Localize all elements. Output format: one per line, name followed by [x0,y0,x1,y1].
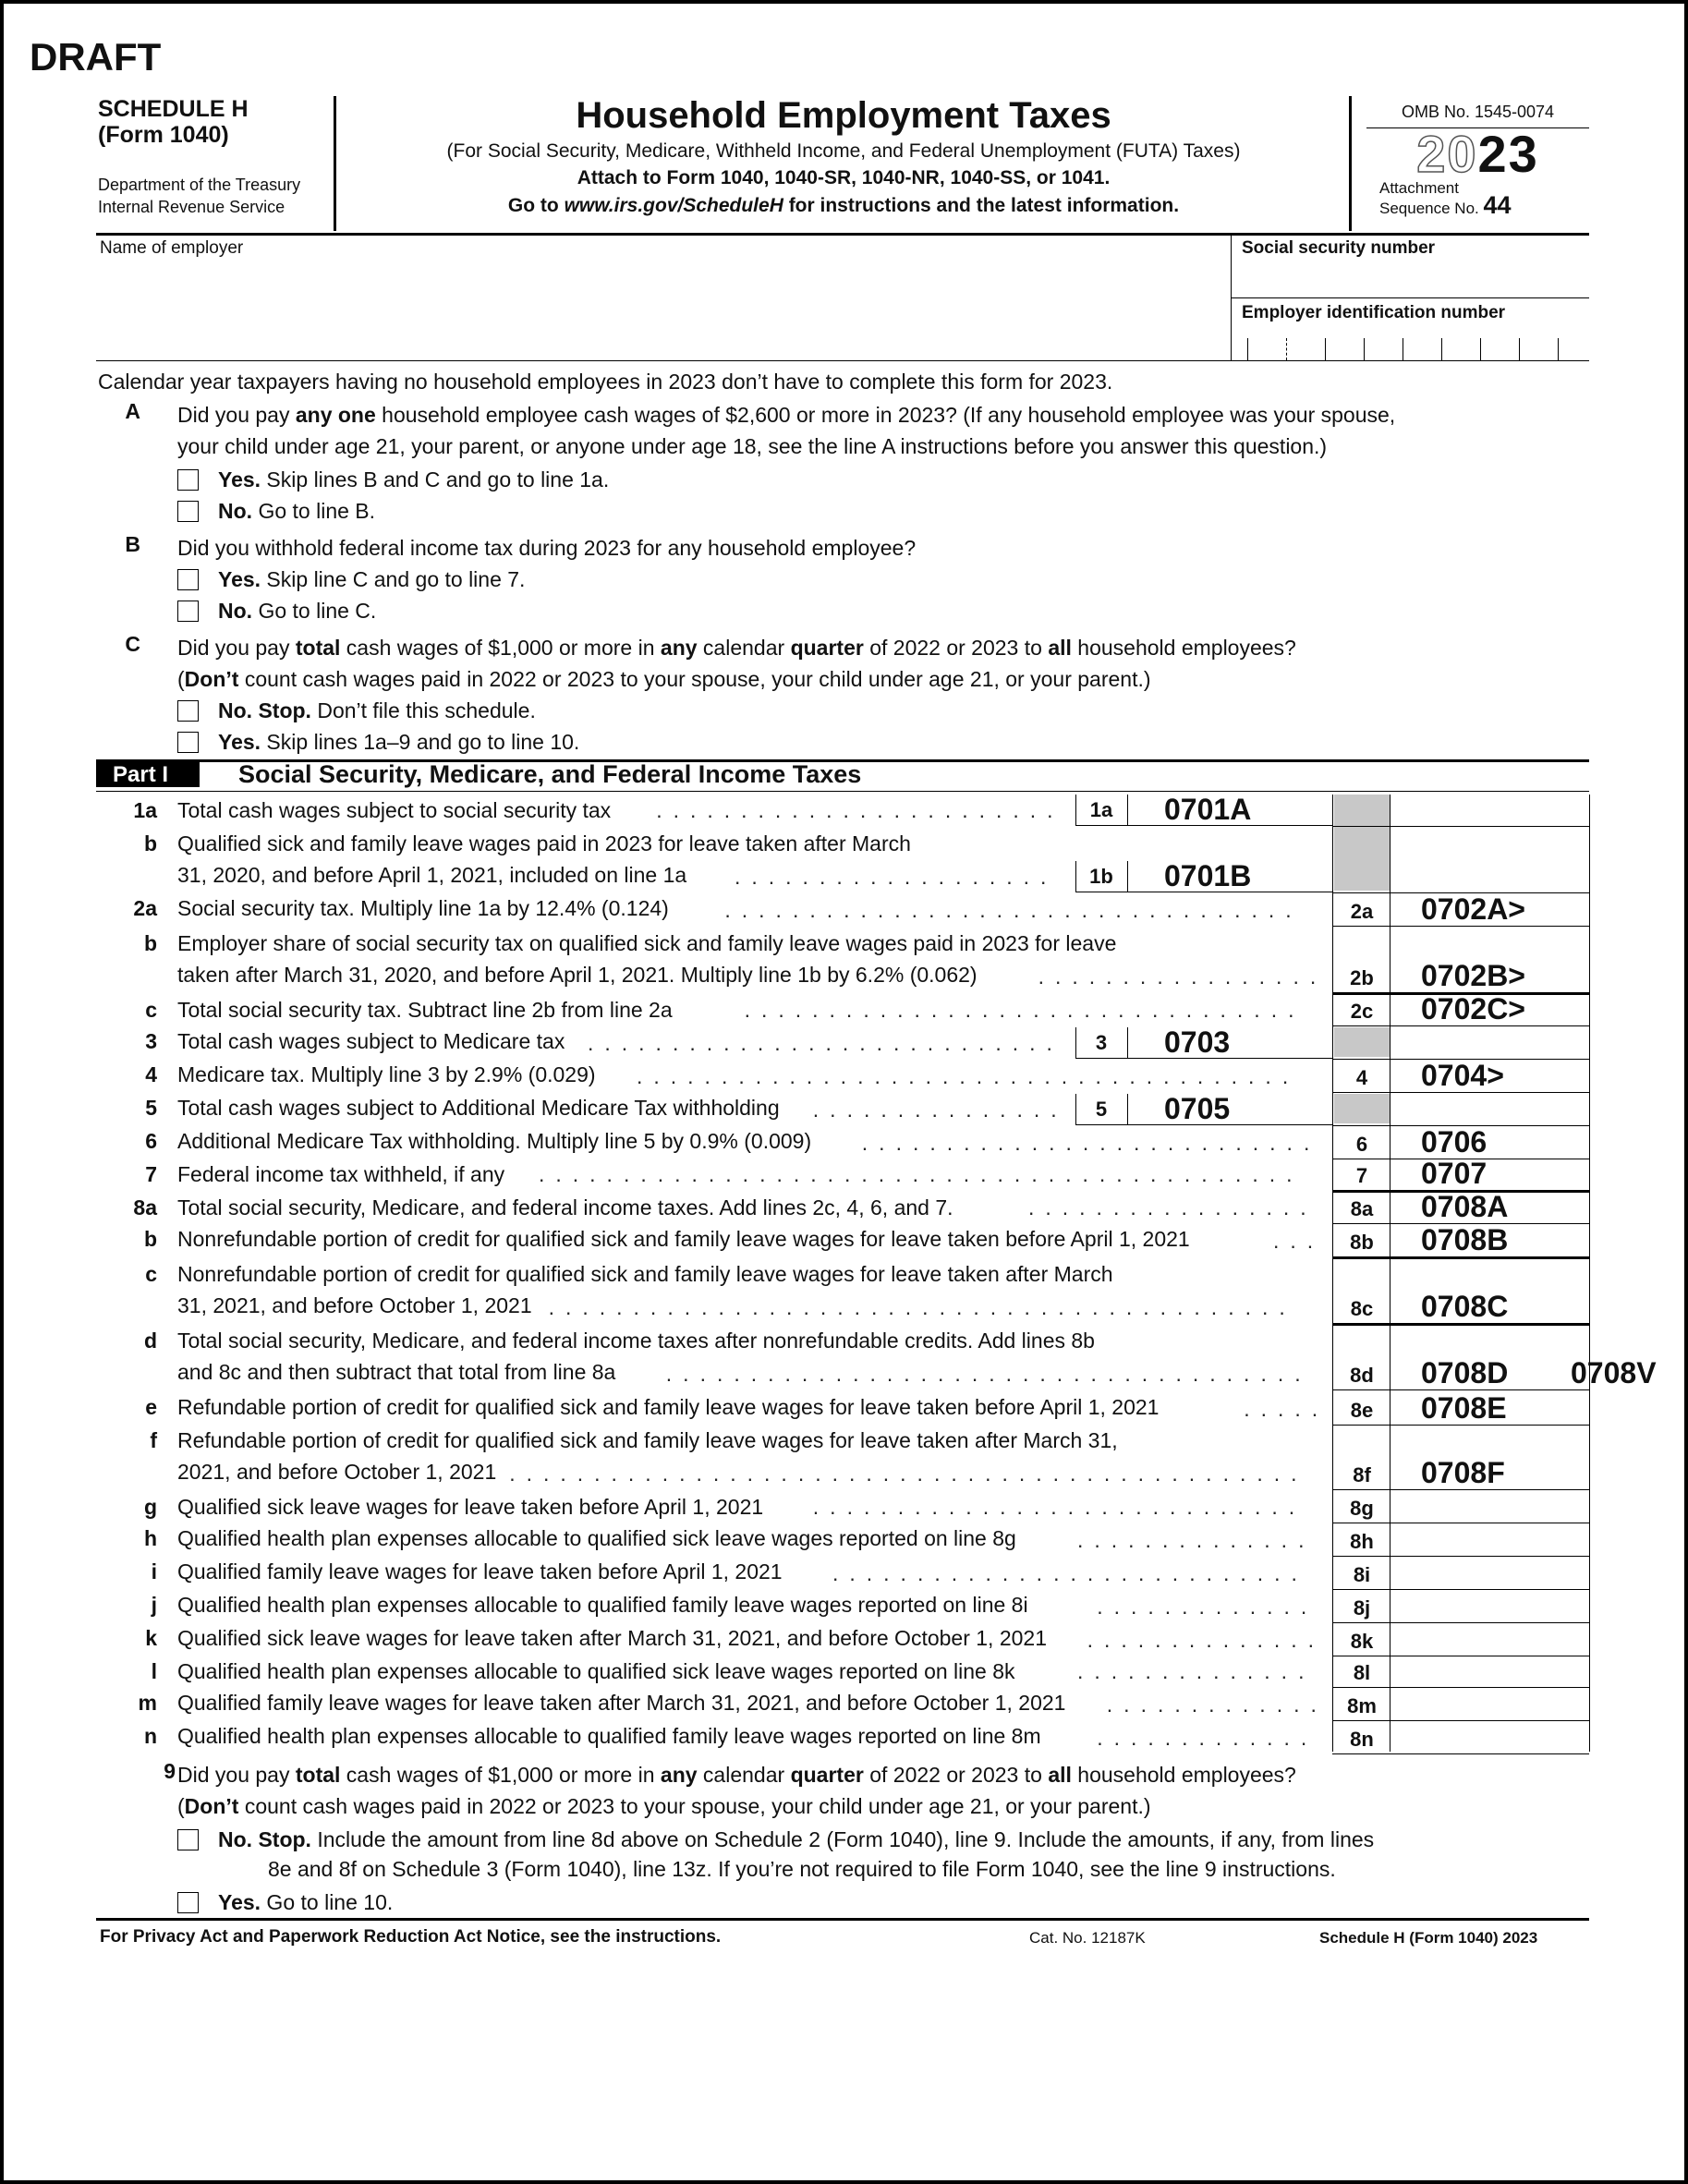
inner-box-divider [1127,795,1128,826]
line-9-yes [218,1887,393,1918]
leader-dots: .................................. [724,898,1303,922]
qc-i: household employees? [1071,636,1296,660]
line-9-question-2 [177,1790,1151,1822]
line-box-rule [1332,826,1589,827]
fields-bottom-rule [96,360,1589,361]
line-number: j [151,1593,157,1617]
tax-year-light: 20 [1416,125,1478,183]
box-label: 8j [1353,1596,1371,1620]
amount-right-rule [1589,795,1590,1752]
line-description: Qualified sick leave wages for leave taken after March 31, 2021, and before October 1, 2021 [177,1626,1048,1650]
q9-c: cash wages of $1,000 or more in [340,1763,661,1787]
line-box-rule [1332,1256,1589,1259]
box-label: 4 [1355,1066,1368,1089]
amount-value: 0708A [1421,1190,1509,1223]
line-number: d [143,1329,157,1353]
leader-dots: ..... [1244,1397,1330,1421]
line-9-no [218,1824,1374,1855]
amount-value: 0702B> [1421,959,1525,992]
qc-a: Did you pay [177,636,296,660]
box-label: 2b [1350,966,1374,989]
box-label: 8d [1350,1364,1374,1387]
qb-yes-text: Skip line C and go to line 7. [261,567,526,591]
qa-yes-text: Skip lines B and C and go to line 1a. [261,467,610,491]
q9-i: household employees? [1071,1763,1296,1787]
box-label: 2c [1350,1000,1374,1023]
amount-value: 0704> [1421,1059,1504,1092]
ein-digit-divider [1519,338,1520,360]
amount-value: 0707 [1421,1157,1488,1190]
box-label: 8h [1350,1530,1374,1553]
qa-no-bold: No. [218,499,253,523]
box-label: 8a [1350,1197,1374,1220]
q9-l2b: Don’t [184,1794,239,1818]
part1-bottom-rule [96,791,1589,792]
shaded-area [1334,1027,1390,1057]
box-label: 8l [1353,1661,1371,1684]
question-b-yes-checkbox[interactable] [177,569,199,590]
line-description: Social security tax. Multiply line 1a by 12.4% (0.124) [177,896,669,920]
footer-rule [96,1918,1589,1921]
inner-box-divider [1127,1094,1128,1125]
qa-bold: any one [295,403,376,427]
question-c-yes-checkbox[interactable] [177,732,199,753]
tax-year-bold: 23 [1477,125,1539,183]
qc-f: quarter [790,636,864,660]
ein-digit-divider [1286,338,1287,360]
employer-name-field[interactable] [96,259,1229,360]
qa-post: household employee cash wages of $2,600 or more in 2023? (If any household employee was your spouse, [375,403,1396,427]
ssn-label: Social security number [1242,238,1436,258]
part1-label: Part I [96,762,200,787]
box-label: 8m [1347,1694,1377,1717]
q9-f: quarter [790,1763,864,1787]
line-number: c [145,998,157,1022]
inner-box-value: 0701B [1164,859,1252,892]
q9-l2c: count cash wages paid in 2022 or 2023 to your spouse, your child under age 21, or your parent.) [238,1794,1151,1818]
ein-digit-divider [1558,338,1559,360]
inner-box-value: 0705 [1164,1092,1231,1125]
amount-field[interactable] [1391,1591,1589,1622]
line-number: f [150,1428,157,1452]
inner-box-label: 3 [1095,1031,1108,1054]
amount-value: 0702C> [1421,992,1525,1025]
question-c-yes [218,726,579,758]
amount-field[interactable] [1391,1722,1589,1753]
form-heading [338,92,1349,231]
amount-field[interactable] [1391,1491,1589,1523]
question-a-line1 [177,399,1395,431]
qc-l2a: ( [177,667,185,691]
form-footer-id: Schedule H (Form 1040) 2023 [1319,1929,1538,1947]
amount-value: 0706 [1421,1125,1488,1159]
q9-yes-bold: Yes. [218,1890,261,1914]
question-b-letter: B [125,532,140,556]
question-c-no-checkbox[interactable] [177,700,199,722]
amount-field[interactable] [1391,1558,1589,1589]
q9-yes-text: Go to line 10. [261,1890,394,1914]
line-description: Qualified sick leave wages for leave taken before April 1, 2021 [177,1495,764,1519]
ein-digit-divider [1480,338,1481,360]
qb-yes-bold: Yes. [218,567,261,591]
line-number: k [145,1626,157,1650]
leader-dots: ................................. [744,998,1305,1022]
line-description: Total social security, Medicare, and federal income taxes. Add lines 2c, 4, 6, and 7. [177,1195,953,1219]
line-box-rule [1332,1025,1589,1026]
leader-dots: ............. [1097,1595,1318,1619]
amount-value: 0708F [1421,1456,1505,1489]
line-description-cont: and 8c and then subtract that total from line 8a [177,1360,616,1384]
qc-l2c: count cash wages paid in 2022 or 2023 to your spouse, your child under age 21, or your parent.) [238,667,1151,691]
qc-c: cash wages of $1,000 or more in [340,636,661,660]
line-box-rule [1332,1092,1589,1093]
leader-dots: ............... [812,1098,1068,1122]
qb-no-bold: No. [218,599,253,623]
leader-dots: .............. [1087,1628,1326,1652]
box-label: 2a [1350,900,1374,923]
goto-post: for instructions and the latest information. [783,195,1180,216]
leader-dots: .............. [1077,1528,1316,1552]
question-b-yes [218,564,525,595]
line-description-cont: 31, 2021, and before October 1, 2021 [177,1293,532,1317]
line-box-rule [1332,1622,1589,1623]
qc-h: all [1048,636,1072,660]
ein-digit-divider [1247,338,1248,360]
line-number: m [138,1691,157,1715]
question-c-line1 [177,632,1296,663]
line-number: 2a [133,896,157,920]
line-box-rule [1332,1687,1589,1688]
line-description: Employer share of social security tax on qualified sick and family leave wages paid in 2023 for leave [177,931,1117,955]
question-a-no-checkbox[interactable] [177,501,199,522]
shaded-area [1334,795,1390,891]
line-description: Refundable portion of credit for qualified sick and family leave wages for leave taken before April 1, 2021 [177,1395,1160,1419]
question-a-yes [218,464,609,495]
goto-instructions [338,192,1349,220]
line-description: Qualified health plan expenses allocable to qualified sick leave wages reported on line 8k [177,1659,1015,1683]
q9-l2a: ( [177,1794,185,1818]
line-description: Nonrefundable portion of credit for qualified sick and family leave wages for leave taken before April 1, 2021 [177,1227,1190,1251]
box-label: 7 [1355,1164,1368,1187]
box-label: 8e [1350,1399,1374,1422]
box-label: 8i [1353,1563,1371,1586]
qc-yes-bold: Yes. [218,730,261,754]
line-number: 5 [145,1096,157,1120]
qc-yes-text: Skip lines 1a–9 and go to line 10. [261,730,580,754]
box-label: 8g [1350,1497,1374,1520]
amount-field[interactable] [1391,1656,1589,1687]
line-description: Total cash wages subject to Medicare tax [177,1029,565,1053]
qc-l2b: Don’t [184,667,239,691]
qc-g: of 2022 or 2023 to [863,636,1049,660]
line-number: 4 [145,1062,157,1086]
qc-d: any [660,636,698,660]
amount-field[interactable] [1391,1524,1589,1556]
amount-value: 0702A> [1421,892,1525,926]
goto-pre: Go to [507,195,565,216]
privacy-notice: For Privacy Act and Paperwork Reduction Act Notice, see the instructions. [100,1927,722,1947]
inner-box-divider [1127,1027,1128,1059]
line-description: Qualified health plan expenses allocable to qualified family leave wages reported on line 8m [177,1724,1041,1748]
q9-h: all [1048,1763,1072,1787]
ein-label: Employer identification number [1242,303,1506,322]
question-a-yes-checkbox[interactable] [177,469,199,491]
leader-dots: ................. [1028,1195,1318,1219]
line-description: Federal income tax withheld, if any [177,1162,505,1186]
box-label: 8b [1350,1231,1374,1254]
question-c-no [218,695,536,726]
qc-no-text: Don’t file this schedule. [310,698,536,722]
ein-digit-divider [1441,338,1442,360]
leader-dots: ............. [1097,1726,1318,1750]
form-subtitle: (For Social Security, Medicare, Withheld Income, and Federal Unemployment (FUTA) Taxes) [446,140,1241,162]
line-description: Additional Medicare Tax withholding. Multiply line 5 by 0.9% (0.009) [177,1129,812,1153]
leader-dots: ........................ [656,798,1064,822]
leader-dots: ... [1273,1229,1325,1253]
shaded-area [1334,1094,1390,1123]
line-number: 3 [145,1029,157,1053]
form-year-box [1349,96,1589,231]
line-description: Total cash wages subject to Additional Medicare Tax withholding [177,1096,780,1120]
box-label: 8n [1350,1728,1374,1751]
line-number: g [143,1495,157,1519]
leader-dots: ............................................. [539,1162,1304,1186]
line-description: Qualified family leave wages for leave taken before April 1, 2021 [177,1559,783,1583]
leader-dots: ............................................ [548,1295,1296,1319]
line-number: n [143,1724,157,1748]
line-number: b [143,1227,157,1251]
question-a-letter: A [125,399,140,423]
form-identifier [98,96,336,231]
leader-dots: ................... [735,865,1058,889]
line-number: 7 [145,1162,157,1186]
attachment-label: Attachment [1379,179,1459,197]
amount-value: 0708B [1421,1223,1509,1256]
q9-d: any [660,1763,698,1787]
q9-a: Did you pay [177,1763,296,1787]
line-box-rule [1332,1753,1589,1754]
tax-year [1366,125,1589,183]
qc-b: total [295,636,341,660]
amount-field[interactable] [1391,1689,1589,1720]
line-description: Nonrefundable portion of credit for qualified sick and family leave wages for leave taken after March [177,1262,1113,1286]
line-description: Total social security, Medicare, and federal income taxes after nonrefundable credits. Add lines 8b [177,1329,1095,1353]
question-b-line1: Did you withhold federal income tax during 2023 for any household employee? [177,536,917,560]
line-description-cont: 31, 2020, and before April 1, 2021, included on line 1a [177,863,687,887]
omb-number: OMB No. 1545-0074 [1366,96,1589,128]
question-b-no [218,595,376,626]
line-number: 8a [133,1195,157,1219]
line-number: b [143,831,157,855]
leader-dots: ........................... [861,1131,1321,1155]
ein-digit-divider [1325,338,1326,360]
sequence-label [1366,191,1589,219]
leader-dots: ....................................... [637,1064,1300,1088]
line-description-cont: taken after March 31, 2020, and before April 1, 2021. Multiply line 1b by 6.2% (0.062) [177,963,978,987]
line-box-rule [1332,1720,1589,1721]
line-description: Qualified health plan expenses allocable to qualified sick leave wages reported on line 8g [177,1526,1016,1550]
line-box-rule [1332,926,1589,927]
qc-e: calendar [697,636,791,660]
line-number: l [151,1659,157,1683]
attach-instructions: Attach to Form 1040, 1040-SR, 1040-NR, 1040-SS, or 1041. [577,167,1111,188]
schedule-name: SCHEDULE H [98,96,249,122]
q9-g: of 2022 or 2023 to [863,1763,1049,1787]
qa-no-text: Go to line B. [252,499,376,523]
sequence-number: 44 [1483,191,1512,219]
leader-dots: .............. [1077,1659,1316,1683]
line-description: Qualified sick and family leave wages paid in 2023 for leave taken after March [177,831,911,855]
qb-no-text: Go to line C. [252,599,377,623]
qa-pre: Did you pay [177,403,296,427]
line-box-rule [1332,1556,1589,1557]
line-box-rule [1332,1489,1589,1490]
leader-dots: ............................................... [509,1462,1308,1486]
line-number: c [145,1262,157,1286]
line-description: Total social security tax. Subtract line 2b from line 2a [177,998,673,1022]
leader-dots: ............................. [812,1495,1306,1519]
employer-name-label: Name of employer [100,238,244,258]
sequence-text: Sequence No. [1379,200,1479,217]
amount-value: 0708D [1421,1356,1509,1389]
inner-box-value: 0703 [1164,1025,1231,1059]
line-9-no-checkbox[interactable] [177,1829,199,1850]
q9-b: total [295,1763,341,1787]
line-number: 1a [133,798,157,822]
inner-box-label: 1b [1089,865,1113,888]
goto-url[interactable]: www.irs.gov/ScheduleH [564,195,783,216]
line-number: b [143,931,157,955]
amount-field[interactable] [1391,1624,1589,1656]
form-title: Household Employment Taxes [576,95,1111,136]
question-a-no [218,495,375,527]
ssn-rule [1231,297,1589,298]
form-number: (Form 1040) [98,122,229,148]
box-label: 6 [1355,1133,1368,1156]
line-description-cont: 2021, and before October 1, 2021 [177,1460,497,1484]
leader-dots: ............................ [588,1031,1063,1055]
header-rule [96,233,1589,236]
q9-no-text1: Include the amount from line 8d above on Schedule 2 (Form 1040), line 9. Include the amounts, if any, from lines [310,1827,1375,1851]
amount-value: 0708E [1421,1391,1507,1425]
leader-dots: ............................ [832,1561,1308,1585]
qa-yes-bold: Yes. [218,467,261,491]
q9-e: calendar [697,1763,791,1787]
cat-number: Cat. No. 12187K [1029,1929,1146,1947]
intro-text: Calendar year taxpayers having no household employees in 2023 don’t have to complete this form for 2023. [98,370,1113,394]
part1-title: Social Security, Medicare, and Federal Income Taxes [238,760,862,788]
line-box-rule [1332,1323,1589,1326]
ssn-field[interactable] [1233,259,1589,296]
leader-dots: ............. [1106,1693,1328,1717]
question-a-line2: your child under age 21, your parent, or anyone under age 18, see the line A instructions before you answer this question.) [177,434,1328,458]
line-number: i [151,1559,157,1583]
qc-no-bold: No. Stop. [218,698,311,722]
line-description: Total cash wages subject to social security tax [177,798,612,822]
extra-value: 0708V [1571,1356,1657,1389]
line-description: Refundable portion of credit for qualified sick and family leave wages for leave taken after March 31, [177,1428,1118,1452]
ein-digit-divider [1364,338,1365,360]
line-description: Qualified health plan expenses allocable to qualified family leave wages reported on line 8i [177,1593,1028,1617]
draft-watermark: DRAFT [30,35,162,79]
question-b-no-checkbox[interactable] [177,601,199,622]
box-label: 8f [1353,1463,1371,1486]
amount-value: 0708C [1421,1290,1509,1323]
inner-box-label: 1a [1089,798,1113,821]
line-9-yes-checkbox[interactable] [177,1892,199,1913]
line-box-rule [1332,1389,1589,1390]
line-description: Medicare tax. Multiply line 3 by 2.9% (0.029) [177,1062,596,1086]
question-c-letter: C [125,632,140,656]
line-9-no-2: 8e and 8f on Schedule 3 (Form 1040), line 13z. If you’re not required to file Form 1040, see the line 9 instructions. [268,1857,1336,1881]
line-9-question [177,1759,1296,1790]
line-box-rule [1332,1589,1589,1590]
line-description: Qualified family leave wages for leave taken after March 31, 2021, and before October 1, 2021 [177,1691,1066,1715]
box-label-left-rule [1332,795,1333,1752]
box-label: 8c [1350,1297,1374,1320]
dept-treasury: Department of the Treasury [98,176,301,194]
box-label: 8k [1350,1630,1374,1653]
question-c-line2 [177,663,1151,695]
inner-box-label: 5 [1095,1098,1108,1121]
line-9-number: 9 [164,1759,176,1783]
line-number: h [143,1526,157,1550]
dept-irs: Internal Revenue Service [98,198,285,216]
q9-no-bold: No. Stop. [218,1827,311,1851]
line-box-rule [1332,1425,1589,1426]
line-number: 6 [145,1129,157,1153]
line-number: e [145,1395,157,1419]
leader-dots: ................. [1038,965,1328,989]
ein-field[interactable] [1233,329,1589,360]
inner-box-divider [1127,861,1128,892]
leader-dots: ...................................... [665,1362,1312,1386]
inner-box-value: 0701A [1164,793,1252,826]
